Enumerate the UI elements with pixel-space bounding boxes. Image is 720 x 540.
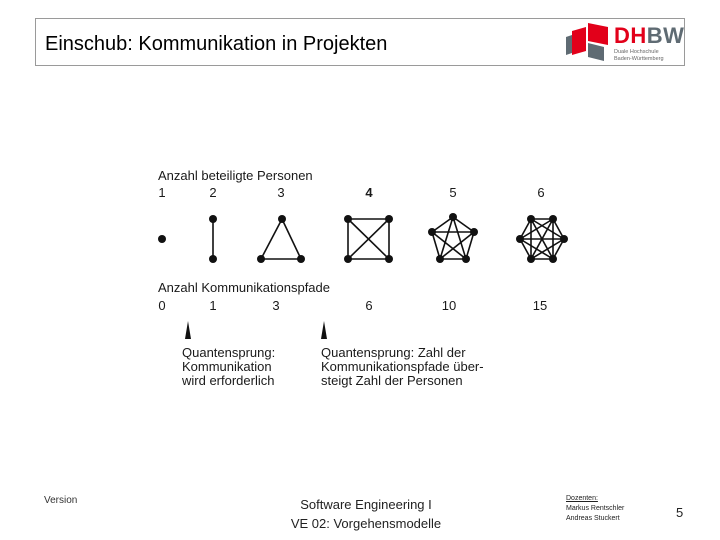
graph-group	[158, 213, 568, 263]
paths-count-6: 15	[532, 298, 548, 313]
paths-count-4: 6	[365, 298, 373, 313]
arrow-up-icon	[321, 321, 327, 339]
person-node	[549, 215, 557, 223]
lecturers-heading: Dozenten:	[566, 495, 598, 502]
person-node	[209, 255, 217, 263]
lecturer-name: Markus Rentschler	[566, 505, 625, 512]
paths-count-1: 0	[158, 298, 166, 313]
logo-subline-2: Baden-Württemberg	[614, 56, 664, 62]
note-1-line-2: Kommunikation	[182, 359, 272, 374]
person-node	[549, 255, 557, 263]
note-2-line-2: Kommunikationspfade über-	[321, 359, 484, 374]
note-communication-required	[182, 346, 275, 388]
person-node	[527, 255, 535, 263]
note-1-line-1: Quantensprung:	[182, 345, 276, 360]
person-node	[527, 215, 535, 223]
arrow-up-icon	[185, 321, 191, 339]
persons-count-4: 4	[365, 185, 373, 200]
footer-version: Version	[44, 495, 78, 506]
persons-label: Anzahl beteiligte Personen	[158, 168, 313, 183]
person-node	[436, 255, 444, 263]
person-node	[297, 255, 305, 263]
person-node	[462, 255, 470, 263]
logo-subline-1: Duale Hochschule	[614, 49, 659, 55]
footer-lecturers	[566, 494, 624, 524]
note-paths-exceed-persons	[321, 346, 484, 388]
paths-count-2: 1	[209, 298, 217, 313]
person-node	[385, 215, 393, 223]
persons-count-5: 5	[449, 185, 457, 200]
person-node	[385, 255, 393, 263]
paths-count-5: 10	[441, 298, 457, 313]
paths-label: Anzahl Kommunikationspfade	[158, 280, 330, 295]
person-node	[158, 235, 166, 243]
communication-path-line	[282, 219, 301, 259]
person-node	[449, 213, 457, 221]
note-2-line-3: steigt Zahl der Personen	[321, 373, 463, 388]
communication-path-line	[440, 232, 474, 259]
person-node	[344, 255, 352, 263]
footer-course	[266, 495, 466, 533]
persons-count-2: 2	[209, 185, 217, 200]
person-node	[516, 235, 524, 243]
person-node	[560, 235, 568, 243]
course-unit: VE 02: Vorgehensmodelle	[290, 516, 442, 531]
dhbw-wordmark-red: DH	[614, 23, 647, 48]
person-node	[209, 215, 217, 223]
persons-count-1: 1	[158, 185, 166, 200]
slide-title: Einschub: Kommunikation in Projekten	[45, 33, 388, 55]
persons-count-6: 6	[537, 185, 545, 200]
person-node	[428, 228, 436, 236]
person-node	[257, 255, 265, 263]
person-node	[344, 215, 352, 223]
person-node	[278, 215, 286, 223]
note-2-line-1: Quantensprung: Zahl der	[321, 345, 466, 360]
communication-path-line	[453, 217, 466, 259]
course-title: Software Engineering I	[300, 497, 432, 512]
person-node	[470, 228, 478, 236]
page-number: 5	[676, 505, 684, 520]
persons-count-3: 3	[277, 185, 285, 200]
paths-count-3: 3	[272, 298, 280, 313]
communication-path-line	[261, 219, 282, 259]
dhbw-wordmark-grey: BW	[646, 23, 685, 48]
communication-path-line	[440, 217, 453, 259]
note-1-line-3: wird erforderlich	[182, 373, 275, 388]
communication-path-line	[432, 232, 466, 259]
lecturer-name: Andreas Stuckert	[566, 515, 620, 522]
